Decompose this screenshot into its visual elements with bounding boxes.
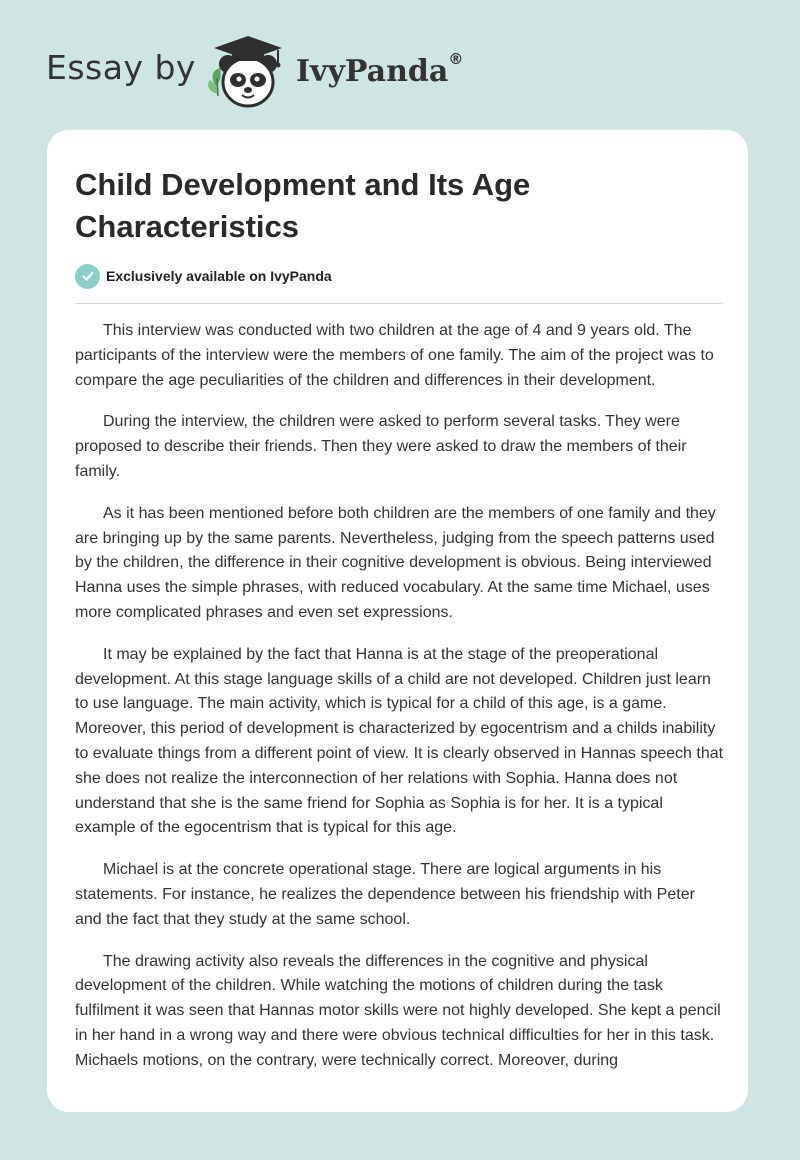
paragraph: As it has been mentioned before both children are the members of one family and they are bringing up by the same parents. Nevertheless, judging from the speech patterns used by the children, the difference in their cognitive development is obvious. Being interviewed Hanna uses the simple phrases, with reduced vocabulary. At the same time Michael, uses more complicated phrases and even set expressions. <box>75 504 716 621</box>
paragraph: Michael is at the concrete operational stage. There are logical arguments in his statements. For instance, he realizes the dependence between his friendship with Peter and the fact that they study at the same school. <box>75 861 695 928</box>
panda-graduate-logo-icon[interactable] <box>202 34 294 110</box>
essay-card <box>47 130 748 1112</box>
check-icon <box>81 269 95 283</box>
check-circle-icon <box>75 264 100 289</box>
registered-mark: ® <box>448 50 464 68</box>
paragraph: The drawing activity also reveals the differences in the cognitive and physical development of the children. While watching the motions of children during the task fulfilment it was seen that Hannas motor skills were not highly developed. She kept a pencil in her hand in a wrong way and there were obvious technical difficulties for her in this task. Michaels motions, on the contrary, were technically correct. Moreover, during <box>75 952 721 1069</box>
essay-body <box>75 319 725 1091</box>
divider <box>75 303 723 304</box>
brand-name-text: IvyPanda <box>296 54 449 89</box>
paragraph: It may be explained by the fact that Hanna is at the stage of the preoperational development. At this stage language skills of a child are not developed. Children just learn to use language. The main activity, which is typical for a child of this age, is a game. Moreover, this period of development is characterized by egocentrism and a childs inability to evaluate things from a different point of view. It is clearly observed in Hannas speech that she does not realize the interconnection of her relations with Sophia. Hanna does not understand that she is the same friend for Sophia as Sophia is for her. It is a typical example of the egocentrism that is typical for this age. <box>75 645 724 837</box>
essay-by-label: Essay by <box>46 48 196 87</box>
paragraph: During the interview, the children were asked to perform several tasks. They were proposed to describe their friends. Then they were asked to draw the members of their family. <box>75 413 687 480</box>
page-title: Child Development and Its Age Characteristics <box>75 167 531 244</box>
site-header <box>46 34 546 114</box>
paragraph: This interview was conducted with two children at the age of 4 and 9 years old. The participants of the interview were the members of one family. The aim of the project was to compare the age peculiarities of the children and differences in their development. <box>75 322 714 389</box>
exclusive-badge <box>75 263 332 289</box>
exclusive-badge-text: Exclusively available on IvyPanda <box>106 268 332 284</box>
brand-name[interactable] <box>296 50 464 89</box>
